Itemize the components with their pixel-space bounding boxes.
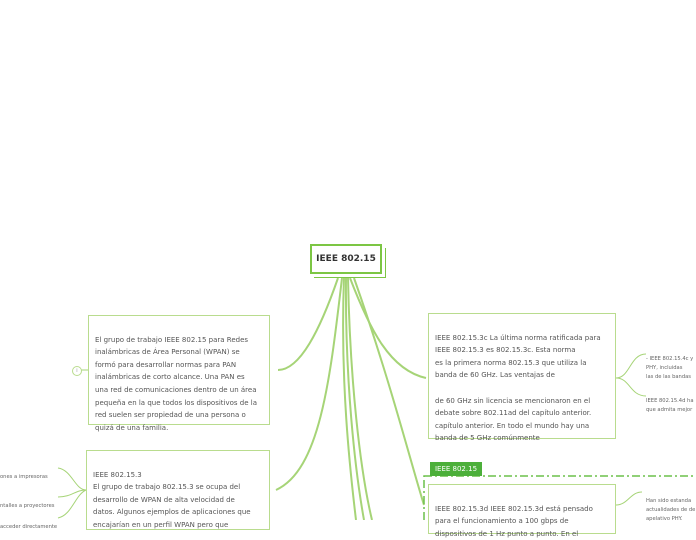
left-note-projectors[interactable]: ntalles a proyectores [0, 503, 55, 509]
right-note-phy[interactable]: Han sido estanda actualidades de de apelativo PHY. [646, 498, 696, 522]
section-tag-label: IEEE 802.15 [434, 465, 478, 473]
topic-std3d[interactable] [428, 484, 616, 538]
topic-wpan[interactable] [88, 315, 270, 432]
topic-std3c-text: IEEE 802.15.3c La última norma ratificada para IEEE 802.15.3 es 802.15.3c. Esta norma es la primera norma 802.15.3 que utiliza la banda de 60 GHz. Las ventajas de de 60 GHz sin licencia se mencionaron en el debate sobre 802.11ad del capítulo anterior. capítulo anterior. En todo el mundo hay una banda de 5 GHz comúnmente [435, 333, 601, 443]
root-topic[interactable] [310, 244, 382, 274]
left-note-printers[interactable]: ones a impresoras [0, 474, 48, 480]
topic-std3d-text: IEEE 802.15.3d IEEE 802.15.3d está pensado para el funcionamiento a 100 gbps de dispositivos de 1 Hz punto a punto. En el [435, 504, 593, 538]
collapse-toggle-icon[interactable]: i [72, 366, 82, 376]
topic-std3c[interactable] [428, 313, 616, 443]
topic-tg3[interactable] [86, 450, 270, 530]
topic-wpan-text: El grupo de trabajo IEEE 802.15 para Redes inalámbricas de Área Personal (WPAN) se formó para desarrollar normas para PAN inalámbricas de corto alcance. Una PAN es una red de comunicaciones dentro de un área pequeña en la que todos los dispositivos de la red suelen ser propiedad de una persona o quizá de una familia. [95, 335, 258, 432]
right-note-4c[interactable]: - IEEE 802.15.4c y PHY, incluidas las de las bandas [646, 356, 694, 380]
root-topic-label: IEEE 802.15 [316, 254, 376, 264]
topic-tg3-text: IEEE 802.15.3 El grupo de trabajo 802.15.3 se ocupa del desarrollo de WPAN de alta velocidad de datos. Algunos ejemplos de aplicaciones que encajarían en un perfil WPAN pero que [93, 470, 251, 529]
left-note-access[interactable]: acceder directamente [0, 524, 58, 530]
right-note-4d[interactable]: IEEE 802.15.4d ha que admita mejor [646, 398, 694, 413]
section-tag[interactable] [430, 462, 482, 476]
